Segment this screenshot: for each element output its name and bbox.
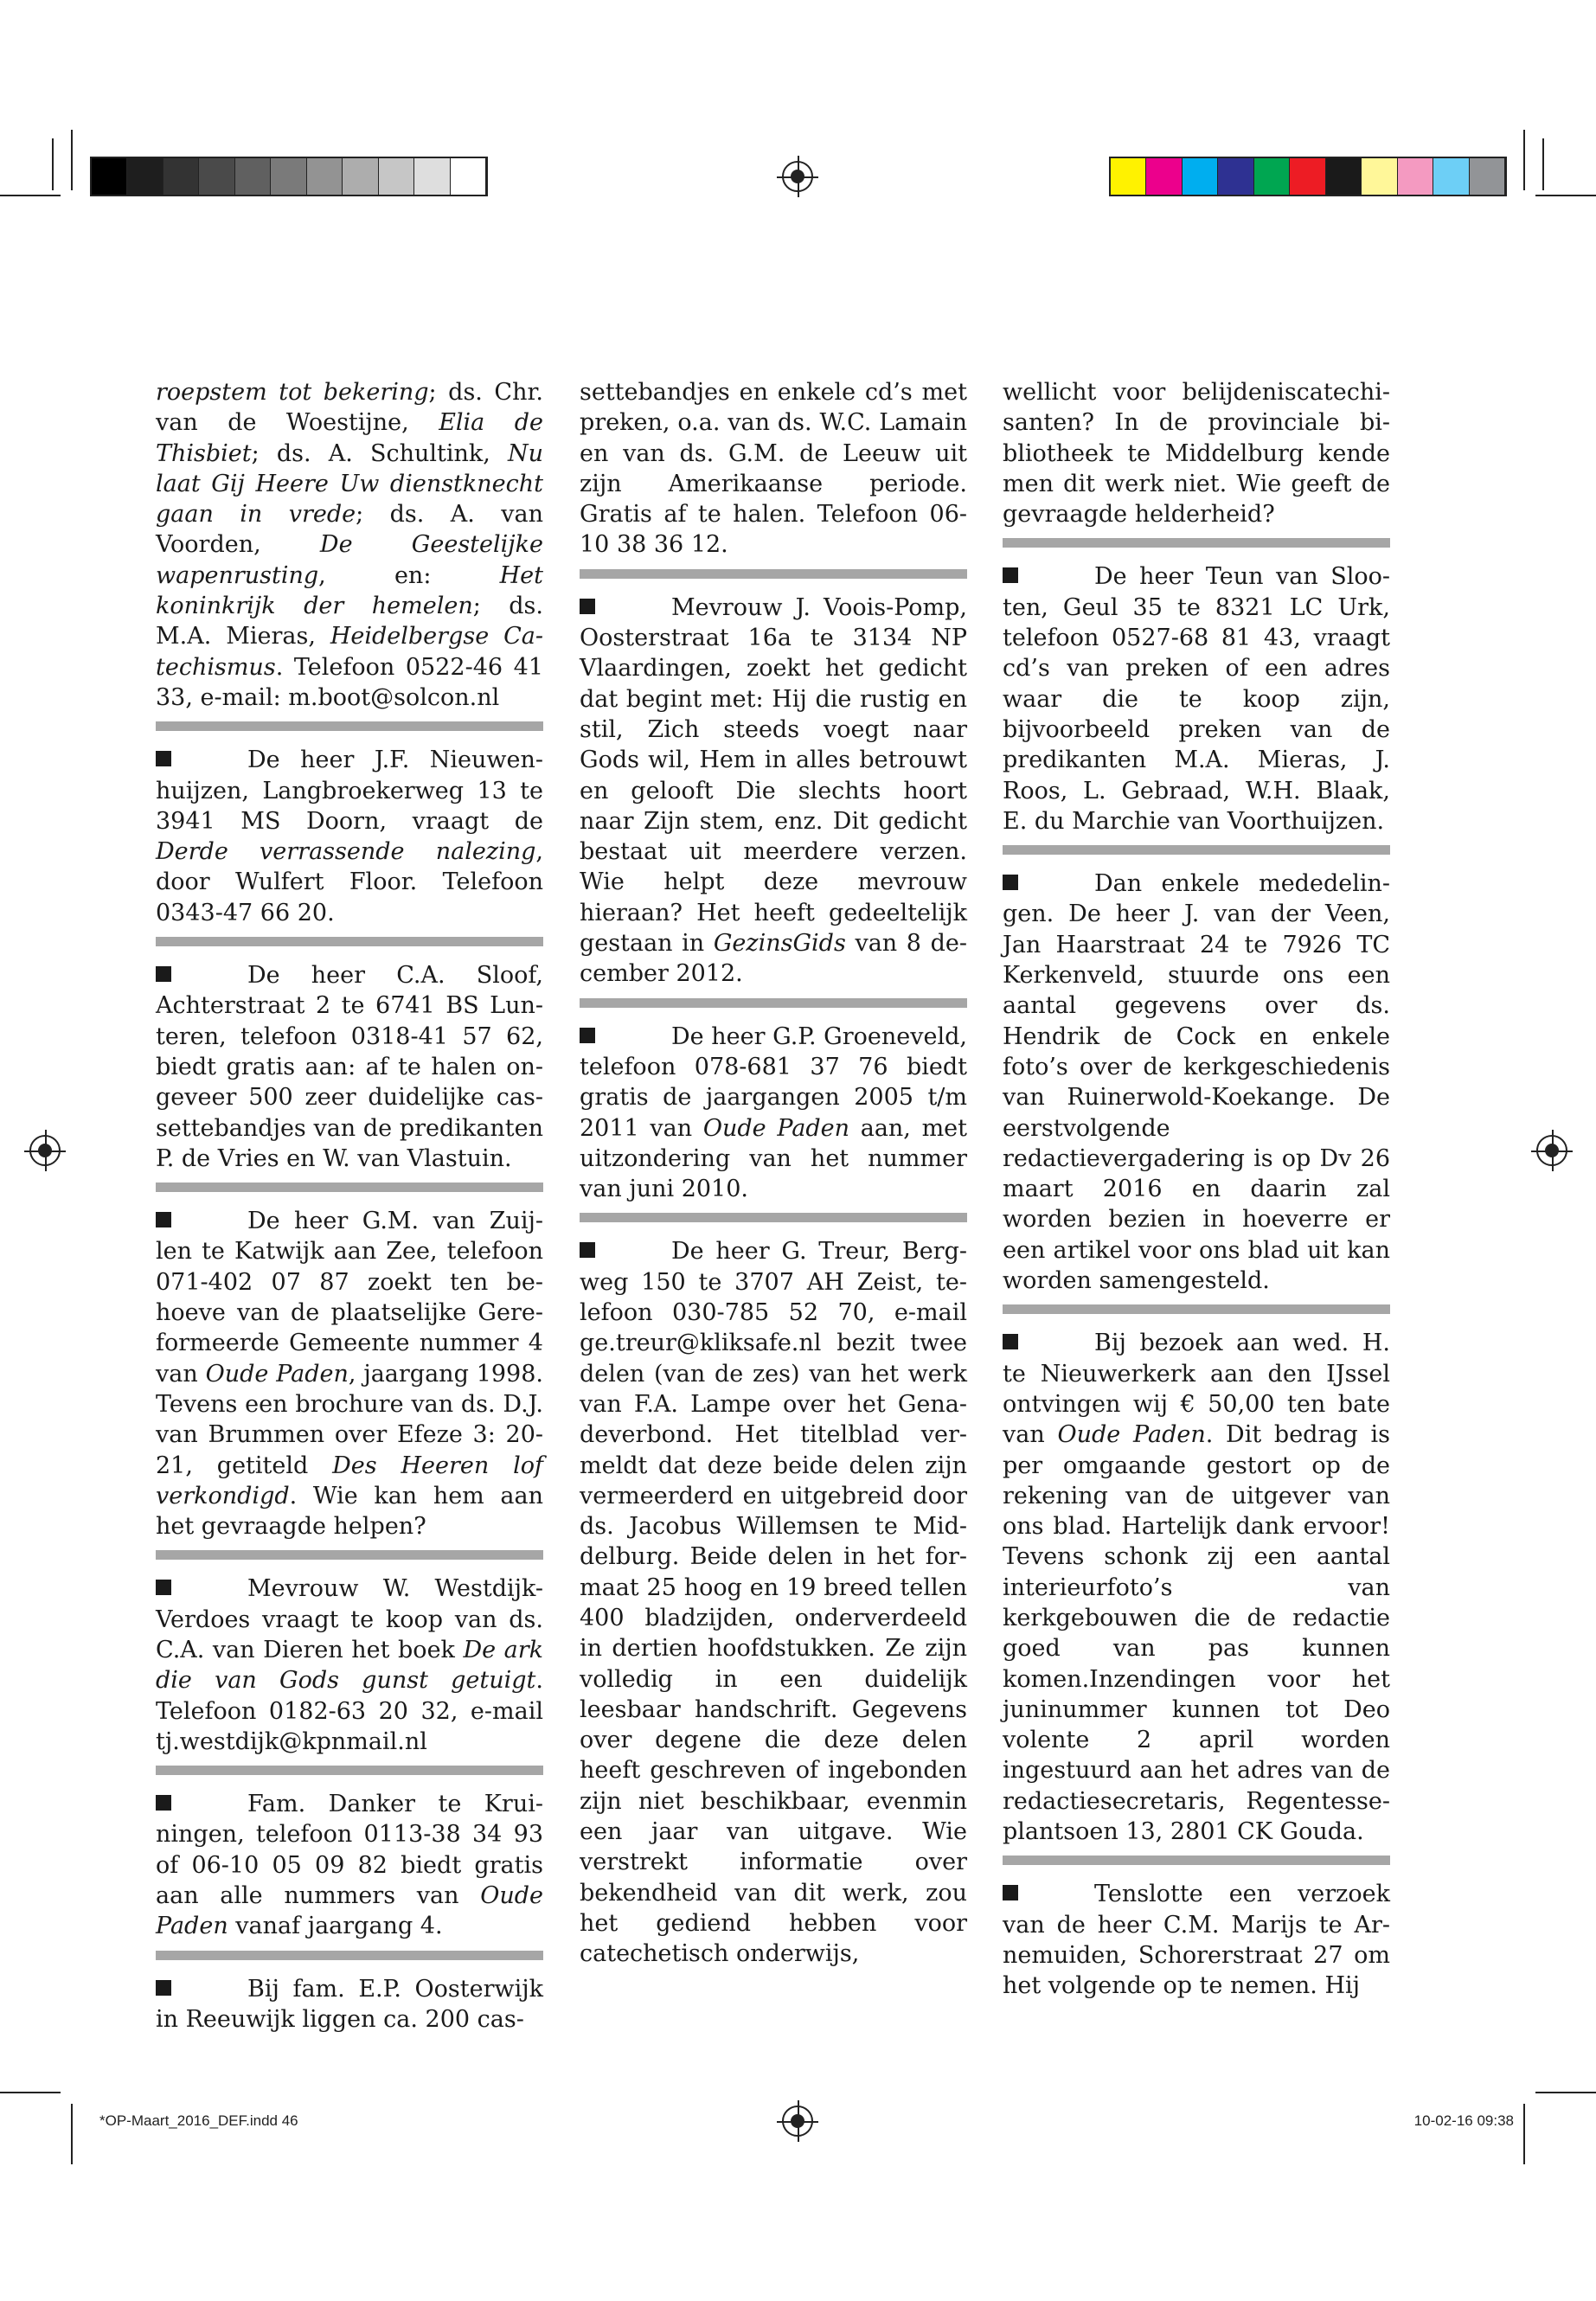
slug-filename: *OP-Maart_2016_DEF.indd 46	[99, 2112, 298, 2129]
crop-mark	[1542, 138, 1544, 190]
divider-rule	[156, 1766, 543, 1775]
bullet-square-icon	[1003, 567, 1018, 583]
registration-mark-icon	[782, 2106, 813, 2137]
bullet-square-icon	[1003, 875, 1018, 890]
notice-item: Bij fam. E.P. Oosterwijk in Reeuwijk liggen ca. 200 cas-	[156, 1975, 543, 2033]
calibration-swatch	[1111, 158, 1146, 195]
bullet-square-icon	[156, 1980, 171, 1996]
continued-paragraph: roepstem tot bekering; ds. Chr. van de Woestijne, Elia de Thisbiet; ds. A. Schultink, Nu laat Gij Heere Uw dienstknecht gaan in vrede; ds. A. van Voorden, De Geestelijke wapenrusting, en: Het koninkrijk der hemelen; ds. M.A. Mieras, Heidelbergse Catechismus. Telefoon 0522-46 41 33, e-mail: m.boot@solcon.nl	[156, 379, 544, 711]
notice-item: De heer J.F. Nieuwenhuijzen, Langbroekerweg 13 te 3941 MS Doorn, vraagt de Derde verrassende nalezing, door Wulfert Floor. Telefoon 0343-47 66 20.	[156, 747, 543, 926]
italic-title: roepstem tot bekering	[156, 379, 429, 406]
notice-item: De heer G.P. Groeneveld, telefoon 078-681 37 76 biedt gratis de jaargangen 2005 t/m 2011 van Oude Paden aan, met uitzondering van het nummer van juni 2010.	[580, 1022, 968, 1203]
crop-mark	[0, 2092, 61, 2093]
calibration-swatch	[414, 158, 450, 195]
bullet-square-icon	[1003, 1334, 1018, 1349]
calibration-swatch	[1470, 158, 1505, 195]
continued-paragraph: settebandjes en enkele cd’s met preken, o.a. van ds. W.C. Lamain en van ds. G.M. de Leeuw uit zijn Amerikaanse periode. Gratis af te halen. Telefoon 06-10 38 36 12.	[580, 379, 967, 559]
calibration-swatch	[127, 158, 163, 195]
bullet-square-icon	[580, 1028, 595, 1043]
divider-rule	[156, 937, 543, 946]
bullet-square-icon	[580, 599, 595, 614]
calibration-swatch	[307, 158, 343, 195]
calibration-swatch	[379, 158, 414, 195]
slug-timestamp: 10-02-16 09:38	[1413, 2112, 1514, 2129]
divider-rule	[1003, 845, 1390, 855]
calibration-swatch	[271, 158, 306, 195]
column-3	[1003, 377, 1390, 2002]
notice-item: Bij bezoek aan wed. H. te Nieuwerkerk aan den IJssel ontvingen wij € 50,00 ten bate van Oude Paden. Dit bedrag is per omgaande gestort op de rekening van de uitgever van ons blad. Hartelijk dank ervoor! Tevens schonk zij een aantal interieurfoto’s van kerkgebouwen die de redactie goed van pas kunnen komen.Inzendingen voor het juninummer kunnen tot Deo volente 2 april worden ingestuurd aan het adres van de redactiesecretaris, Regentesseplantsoen 13, 2801 CK Gouda.	[1003, 1330, 1390, 1846]
notice-item: De heer C.A. Sloof, Achterstraat 2 te 6741 BS Lunteren, telefoon 0318-41 57 62, biedt gratis aan: af te halen ongeveer 500 zeer duidelijke cassettebandjes van de predikanten P. de Vries en W. van Vlastuin.	[156, 962, 543, 1172]
calibration-swatch	[92, 158, 127, 195]
grayscale-calibration-bar	[90, 157, 488, 196]
divider-rule	[156, 1550, 543, 1560]
bullet-square-icon	[156, 1795, 171, 1811]
crop-mark	[1535, 195, 1596, 196]
crop-mark	[52, 138, 54, 190]
calibration-swatch	[1183, 158, 1218, 195]
calibration-swatch	[1398, 158, 1433, 195]
notice-item: De heer G.M. van Zuijlen te Katwijk aan Zee, telefoon 071-402 07 87 zoekt ten behoeve van de plaatselijke Gereformeerde Gemeente nummer 4 van Oude Paden, jaargang 1998. Tevens een brochure van ds. D.J. van Brummen over Efeze 3: 20-21, getiteld Des Heeren lof verkondigd. Wie kan hem aan het gevraagde helpen?	[156, 1208, 543, 1541]
calibration-swatch	[343, 158, 378, 195]
italic-title: De Geestelijke wapenrusting	[156, 531, 543, 589]
italic-title: Nu laat Gij Heere Uw dienstknecht gaan in vrede	[156, 439, 543, 529]
calibration-swatch	[1326, 158, 1362, 195]
calibration-swatch	[199, 158, 234, 195]
crop-mark	[71, 2104, 73, 2164]
italic-title: Heidelbergse Catechismus	[156, 623, 543, 681]
notice-item: Dan enkele mededelingen. De heer J. van der Veen, Jan Haarstraat 24 te 7926 TC Kerkenveld, stuurde ons een aantal gegevens over ds. Hendrik de Cock en enkele foto’s over de kerkgeschiedenis van Ruinerwold-Koekange. De eerstvolgende redactievergadering is op Dv 26 maart 2016 en daarin zal worden bezien in hoeverre er een artikel voor ons blad uit kan worden samengesteld.	[1003, 870, 1390, 1295]
crop-mark	[71, 130, 73, 190]
registration-mark-icon	[29, 1135, 61, 1166]
crop-mark	[1523, 130, 1525, 190]
crop-mark	[1535, 2092, 1596, 2093]
calibration-swatch	[163, 158, 199, 195]
registration-mark-icon	[1536, 1135, 1567, 1166]
crop-mark	[1523, 2104, 1525, 2164]
italic-title: Elia de Thisbiet	[156, 409, 543, 467]
divider-rule	[156, 721, 543, 731]
divider-rule	[1003, 1856, 1390, 1865]
bullet-square-icon	[156, 1212, 171, 1227]
registration-mark-icon	[782, 161, 813, 192]
divider-rule	[156, 1183, 543, 1192]
divider-rule	[1003, 538, 1390, 548]
bullet-square-icon	[156, 966, 171, 982]
divider-rule	[156, 1951, 543, 1960]
notice-item: De heer G. Treur, Bergweg 150 te 3707 AH Zeist, telefoon 030-785 52 70, e-mail ge.treur@kliksafe.nl bezit twee delen (van de zes) van het werk van F.A. Lampe over het Genadeverbond. Het titelblad vermeldt dat deze beide delen zijn vermeerderd en uitgebreid door ds. Jacobus Willemsen te Middelburg. Beide delen in het formaat 25 hoog en 19 breed tellen 400 bladzijden, onderverdeeld in dertien hoofdstukken. Ze zijn volledig in een duidelijk leesbaar handschrift. Gegevens over degene die deze delen heeft geschreven of ingebonden zijn niet beschikbaar, evenmin een jaar van uitgave. Wie verstrekt informatie over bekendheid van dit werk, zou het gediend hebben voor catechetisch onderwijs,	[580, 1238, 967, 1968]
calibration-swatch	[1146, 158, 1182, 195]
divider-rule	[580, 998, 967, 1008]
calibration-swatch	[1218, 158, 1253, 195]
calibration-swatch	[1290, 158, 1325, 195]
color-calibration-bar	[1109, 157, 1507, 196]
column-1	[156, 377, 543, 2035]
notice-item: Tenslotte een verzoek van de heer C.M. Marijs te Arnemuiden, Schorerstraat 27 om het volgende op te nemen. Hij	[1003, 1881, 1390, 2000]
continued-paragraph: wellicht voor belijdeniscatechisanten? In de provinciale bibliotheek te Middelburg kende men dit werk niet. Wie geeft de gevraagde helderheid?	[1003, 379, 1390, 529]
notice-item: Mevrouw J. Voois-Pomp, Oosterstraat 16a te 3134 NP Vlaardingen, zoekt het gedicht dat begint met: Hij die rustig en stil, Zich steeds voegt naar Gods wil, Hem in alles betrouwt en gelooft Die slechts hoort naar Zijn stem, enz. Dit gedicht bestaat uit meerdere verzen. Wie helpt deze mevrouw hieraan? Het heeft gedeeltelijk gestaan in GezinsGids van 8 december 2012.	[580, 593, 967, 988]
notice-item: Fam. Danker te Kruiningen, telefoon 0113-38 34 93 of 06-10 05 09 82 biedt gratis aan alle nummers van Oude Paden vanaf jaargang 4.	[156, 1791, 543, 1940]
divider-rule	[1003, 1304, 1390, 1314]
calibration-swatch	[451, 158, 486, 195]
divider-rule	[580, 1213, 967, 1222]
bullet-square-icon	[156, 1580, 171, 1595]
divider-rule	[580, 569, 967, 579]
calibration-swatch	[1433, 158, 1469, 195]
column-2	[580, 377, 967, 1970]
bullet-square-icon	[580, 1242, 595, 1258]
italic-title: Het koninkrijk der hemelen	[156, 561, 543, 620]
crop-mark	[0, 195, 61, 196]
bullet-square-icon	[156, 751, 171, 766]
calibration-swatch	[235, 158, 271, 195]
bullet-square-icon	[1003, 1885, 1018, 1900]
calibration-swatch	[1254, 158, 1290, 195]
notice-item: Mevrouw W. Westdijk-Verdoes vraagt te koop van ds. C.A. van Dieren het boek De ark die van Gods gunst getuigt. Telefoon 0182-63 20 32, e-mail tj.westdijk@kpnmail.nl	[156, 1575, 543, 1755]
notice-item: De heer Teun van Slooten, Geul 35 te 8321 LC Urk, telefoon 0527-68 81 43, vraagt cd’s van preken of een adres waar die te koop zijn, bijvoorbeeld preken van de predikanten M.A. Mieras, J. Roos, L. Gebraad, W.H. Blaak, E. du Marchie van Voorthuijzen.	[1003, 563, 1390, 835]
calibration-swatch	[1362, 158, 1397, 195]
